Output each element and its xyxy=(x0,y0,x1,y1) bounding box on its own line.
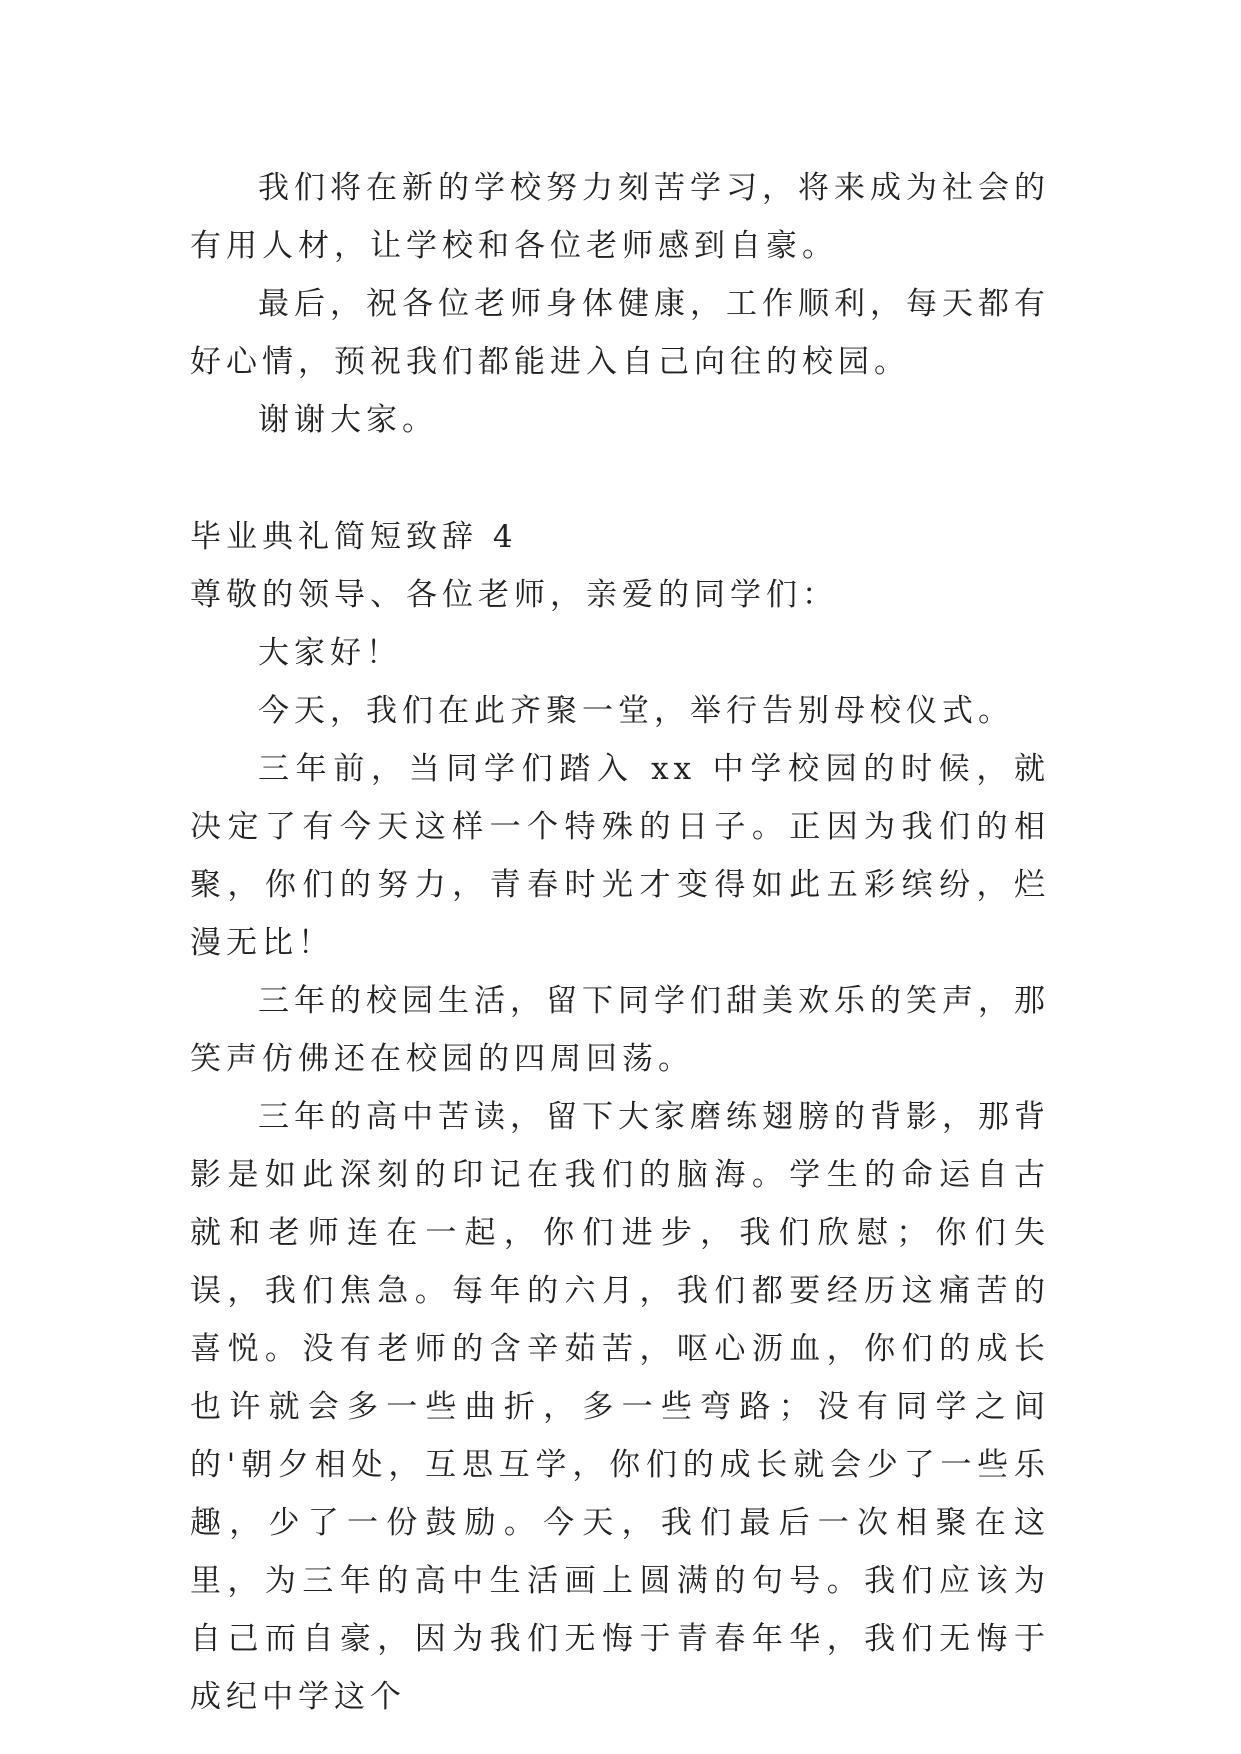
paragraph: 三年的高中苦读，留下大家磨练翅膀的背影，那背影是如此深刻的印记在我们的脑海。学生的命运自古就和老师连在一起，你们进步，我们欣慰；你们失误，我们焦急。每年的六月，我们都要经历这痛苦的喜悦。没有老师的含辛茹苦，呕心沥血，你们的成长也许就会多一些曲折，多一些弯路；没有同学之间的'朝夕相处，互思互学，你们的成长就会少了一些乐趣，少了一份鼓励。今天，我们最后一次相聚在这里，为三年的高中生活画上圆满的句号。我们应该为自己而自豪，因为我们无悔于青春年华，我们无悔于成纪中学这个 xyxy=(190,1099,1050,1715)
section-heading: 毕业典礼简短致辞 4 xyxy=(190,519,518,555)
speech-4 xyxy=(190,508,1050,1726)
paragraph: 三年前，当同学们踏入 xx 中学校园的时候，就决定了有今天这样一个特殊的日子。正因为我们的相聚，你们的努力，青春时光才变得如此五彩缤纷，烂漫无比！ xyxy=(190,751,1050,961)
previous-speech-ending xyxy=(190,159,1050,449)
paragraph: 最后，祝各位老师身体健康，工作顺利，每天都有好心情，预祝我们都能进入自己向往的校园。 xyxy=(190,286,1050,380)
paragraph: 今天，我们在此齐聚一堂，举行告别母校仪式。 xyxy=(258,693,1014,729)
paragraph: 谢谢大家。 xyxy=(258,402,438,438)
paragraph: 三年的校园生活，留下同学们甜美欢乐的笑声，那笑声仿佛还在校园的四周回荡。 xyxy=(190,983,1050,1077)
paragraph: 我们将在新的学校努力刻苦学习，将来成为社会的有用人材，让学校和各位老师感到自豪。 xyxy=(190,170,1050,264)
salutation: 尊敬的领导、各位老师，亲爱的同学们： xyxy=(190,577,838,613)
paragraph: 大家好！ xyxy=(258,635,402,671)
